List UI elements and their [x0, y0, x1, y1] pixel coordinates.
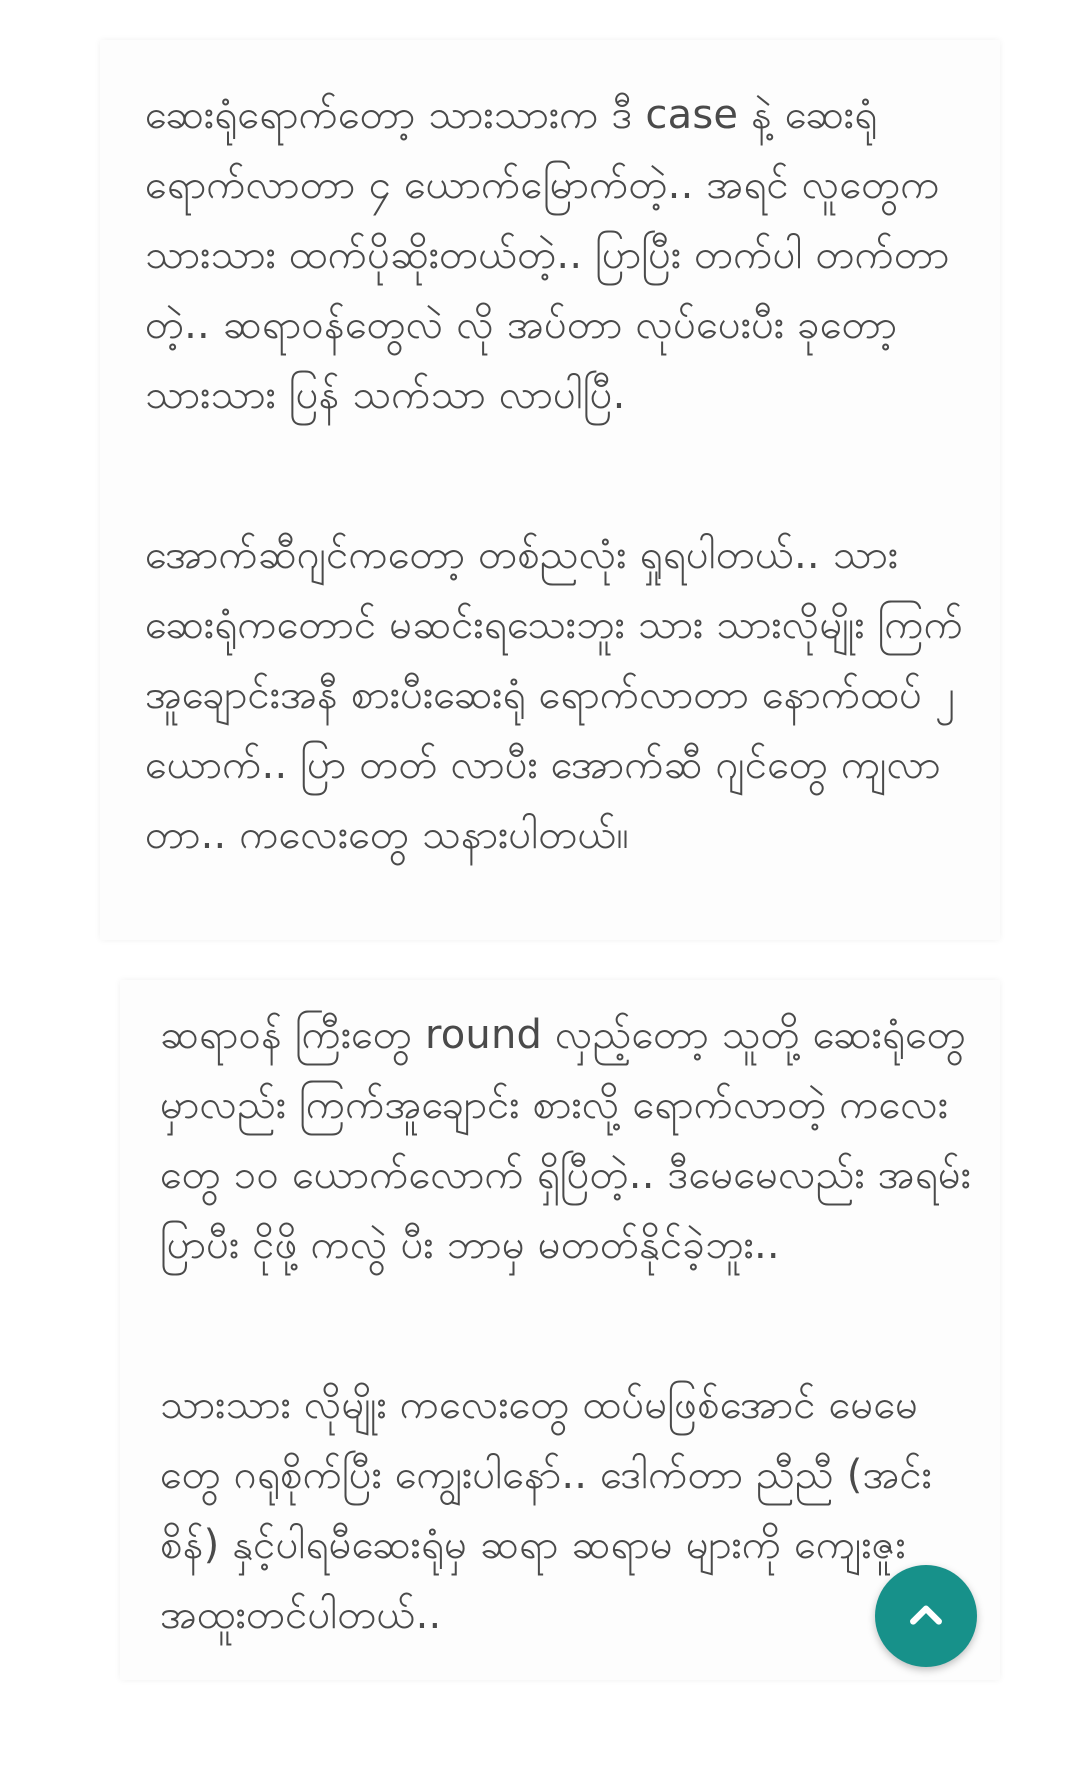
article-paragraph-4: သားသား လိုမျိုး ကလေးတွေ ထပ်မဖြစ်အောင် မေမေတွေ ဂရုစိုက်ပြီး ကျွေးပါနော်.. ဒေါက်တာ ညီညီ (အင်းစိန်) နှင့်ပါရမီဆေးရုံမှ ဆရာ ဆရာမ များကို ကျေးဇူးအထူးတင်ပါတယ်.. — [160, 1382, 933, 1638]
article-paragraph-3: ဆရာဝန် ကြီးတွေ round လှည့်တော့ သူတို့ ဆေးရုံတွေမှာလည်း ကြက်အူချောင်း စားလို့ ရောက်လာတဲ့ ကလေးတွေ ၁၀ ယောက်လောက် ရှိပြီတဲ့.. ဒီမေမေလည်း အရမ်းပြာပီး ငိုဖို့ ကလွဲ ပီး ဘာမှ မတတ်နိုင်ခဲ့ဘူး.. — [160, 1012, 972, 1268]
scroll-to-top-button[interactable] — [875, 1565, 977, 1667]
chevron-up-icon — [904, 1594, 948, 1638]
article-paragraph-2: အောက်ဆီဂျင်ကတော့ တစ်ညလုံး ရှုရပါတယ်.. သား ဆေးရုံကတောင် မဆင်းရသေးဘူး သား သားလိုမျိုး ကြက်အူချောင်းအနီ စားပီးဆေးရုံ ရောက်လာတာ နောက်ထပ် ၂ ယောက်.. ပြာ တတ် လာပီး အောက်ဆီ ဂျင်တွေ ကျလာတာ.. ကလေးတွေ သနားပါတယ်။ — [145, 532, 964, 858]
article-paragraph-1: ဆေးရုံရောက်တော့ သားသားက ဒီ case နဲ့ ဆေးရုံ ရောက်လာတာ ၄ ယောက်မြောက်တဲ့.. အရင် လူတွေက သားသား ထက်ပိုဆိုးတယ်တဲ့.. ပြာပြီး တက်ပါ တက်တာတဲ့.. ဆရာဝန်တွေလဲ လို အပ်တာ လုပ်ပေးပီး ခုတော့ သားသား ပြန် သက်သာ လာပါပြီ. — [145, 92, 950, 418]
